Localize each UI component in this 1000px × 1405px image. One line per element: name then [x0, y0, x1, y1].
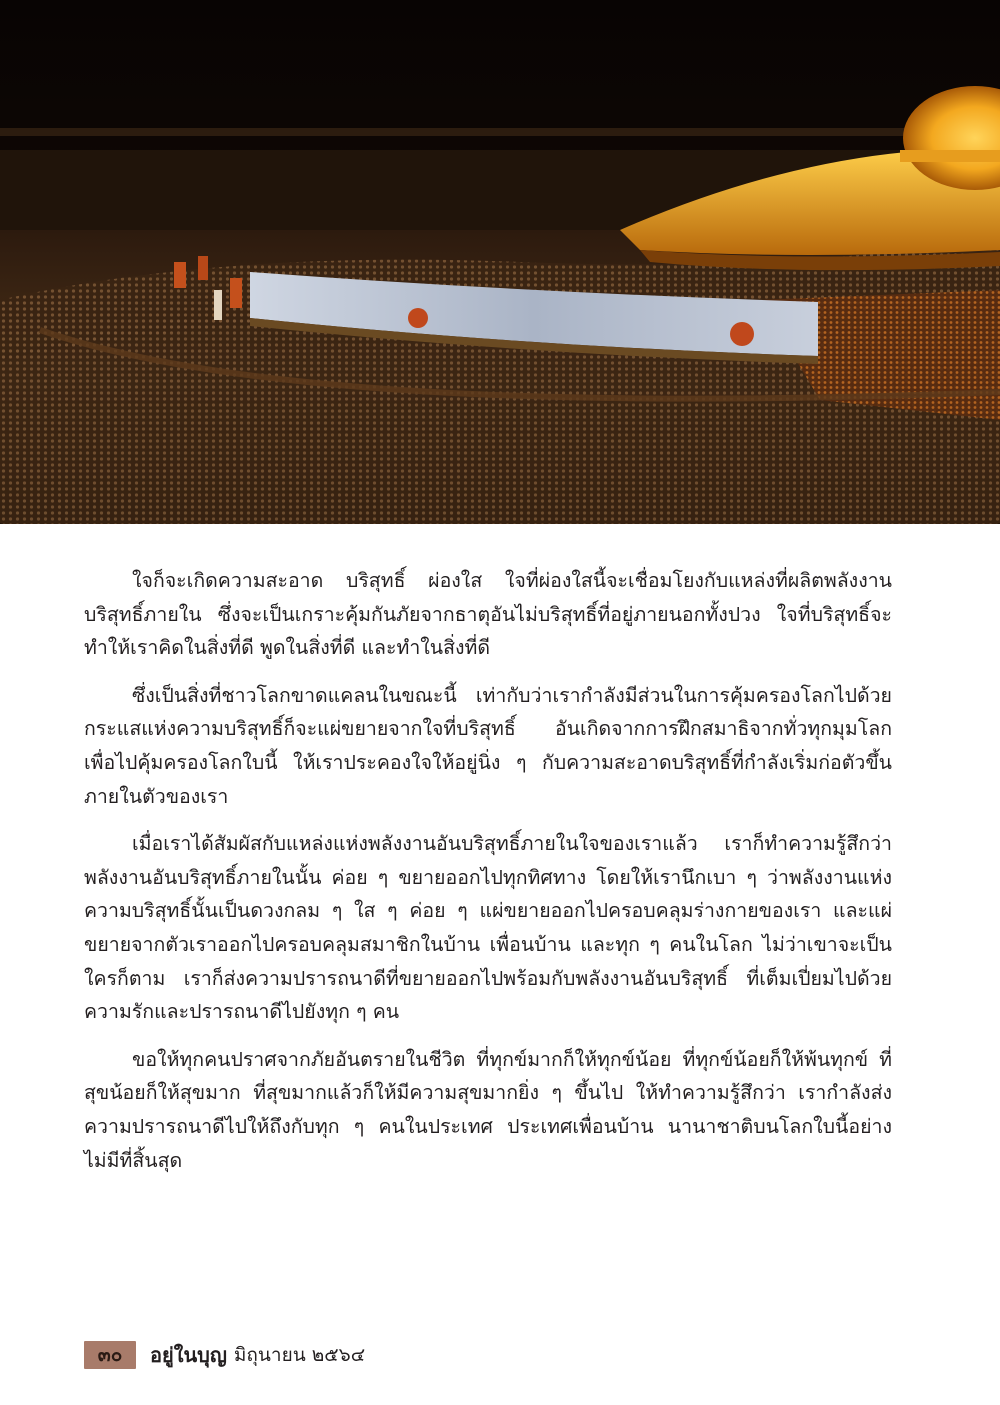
article-body [84, 564, 892, 1191]
magazine-name: อยู่ในบุญ [150, 1343, 227, 1367]
paragraph: เมื่อเราได้สัมผัสกับแหล่งแห่งพลังงานอันบริสุทธิ์ภายในใจของเราแล้ว เราก็ทำความรู้สึกว่า พลังงานอันบริสุทธิ์ภายในนั้น ค่อย ๆ ขยายออกไปทุกทิศทาง โดยให้เรานึกเบา ๆ ว่าพลังงานแห่งความบริสุทธิ์นั้นเป็นดวงกลม ๆ ใส ๆ ค่อย ๆ แผ่ขยายออกไปครอบคลุมร่างกายของเรา และแผ่ขยายจากตัวเราออกไปครอบคลุมสมาชิกในบ้าน เพื่อนบ้าน และทุก ๆ คนในโลก ไม่ว่าเขาจะเป็นใครก็ตาม เราก็ส่งความปรารถนาดีที่ขยายออกไปพร้อมกับพลังงานอันบริสุทธิ์ ที่เต็มเปี่ยมไปด้วยความรักและปรารถนาดีไปยังทุก ๆ คน [84, 832, 892, 1024]
paragraph: ขอให้ทุกคนปราศจากภัยอันตรายในชีวิต ที่ทุกข์มากก็ให้ทุกข์น้อย ที่ทุกข์น้อยก็ให้พ้นทุกข์ ที่สุขน้อยก็ให้สุขมาก ที่สุขมากแล้วก็ให้มีความสุขมากยิ่ง ๆ ขึ้นไป ให้ทำความรู้สึกว่า เรากำลังส่งความปรารถนาดีไปให้ถึงกับทุก ๆ คนในประเทศ ประเทศเพื่อนบ้าน นานาชาติบนโลกใบนี้อย่างไม่มีที่สิ้นสุด [84, 1047, 892, 1172]
page-number: ๓๐ [84, 1341, 136, 1369]
night-scene-illustration [0, 0, 1000, 524]
photo-temple-night [0, 0, 1000, 524]
page-footer [84, 1340, 365, 1370]
issue-date: มิถุนายน ๒๕๖๔ [233, 1344, 366, 1366]
paragraph: ใจก็จะเกิดความสะอาด บริสุทธิ์ ผ่องใส ใจที่ผ่องใสนี้จะเชื่อมโยงกับแหล่งที่ผลิตพลังงานบริสุทธิ์ภายใน ซึ่งจะเป็นเกราะคุ้มกันภัยจากธาตุอันไม่บริสุทธิ์ที่อยู่ภายนอกทั้งปวง ใจที่บริสุทธิ์จะทำให้เราคิดในสิ่งที่ดี พูดในสิ่งที่ดี และทำในสิ่งที่ดี [84, 569, 892, 660]
paragraph: ซึ่งเป็นสิ่งที่ชาวโลกขาดแคลนในขณะนี้ เท่ากับว่าเรากำลังมีส่วนในการคุ้มครองโลกไปด้วย กระแสแห่งความบริสุทธิ์ก็จะแผ่ขยายจากใจที่บริสุทธิ์ อันเกิดจากการฝึกสมาธิจากทั่วทุกมุมโลก เพื่อไปคุ้มครองโลกใบนี้ ให้เราประคองใจให้อยู่นิ่ง ๆ กับความสะอาดบริสุทธิ์ที่กำลังเริ่มก่อตัวขึ้นภายในตัวของเรา [84, 683, 892, 808]
